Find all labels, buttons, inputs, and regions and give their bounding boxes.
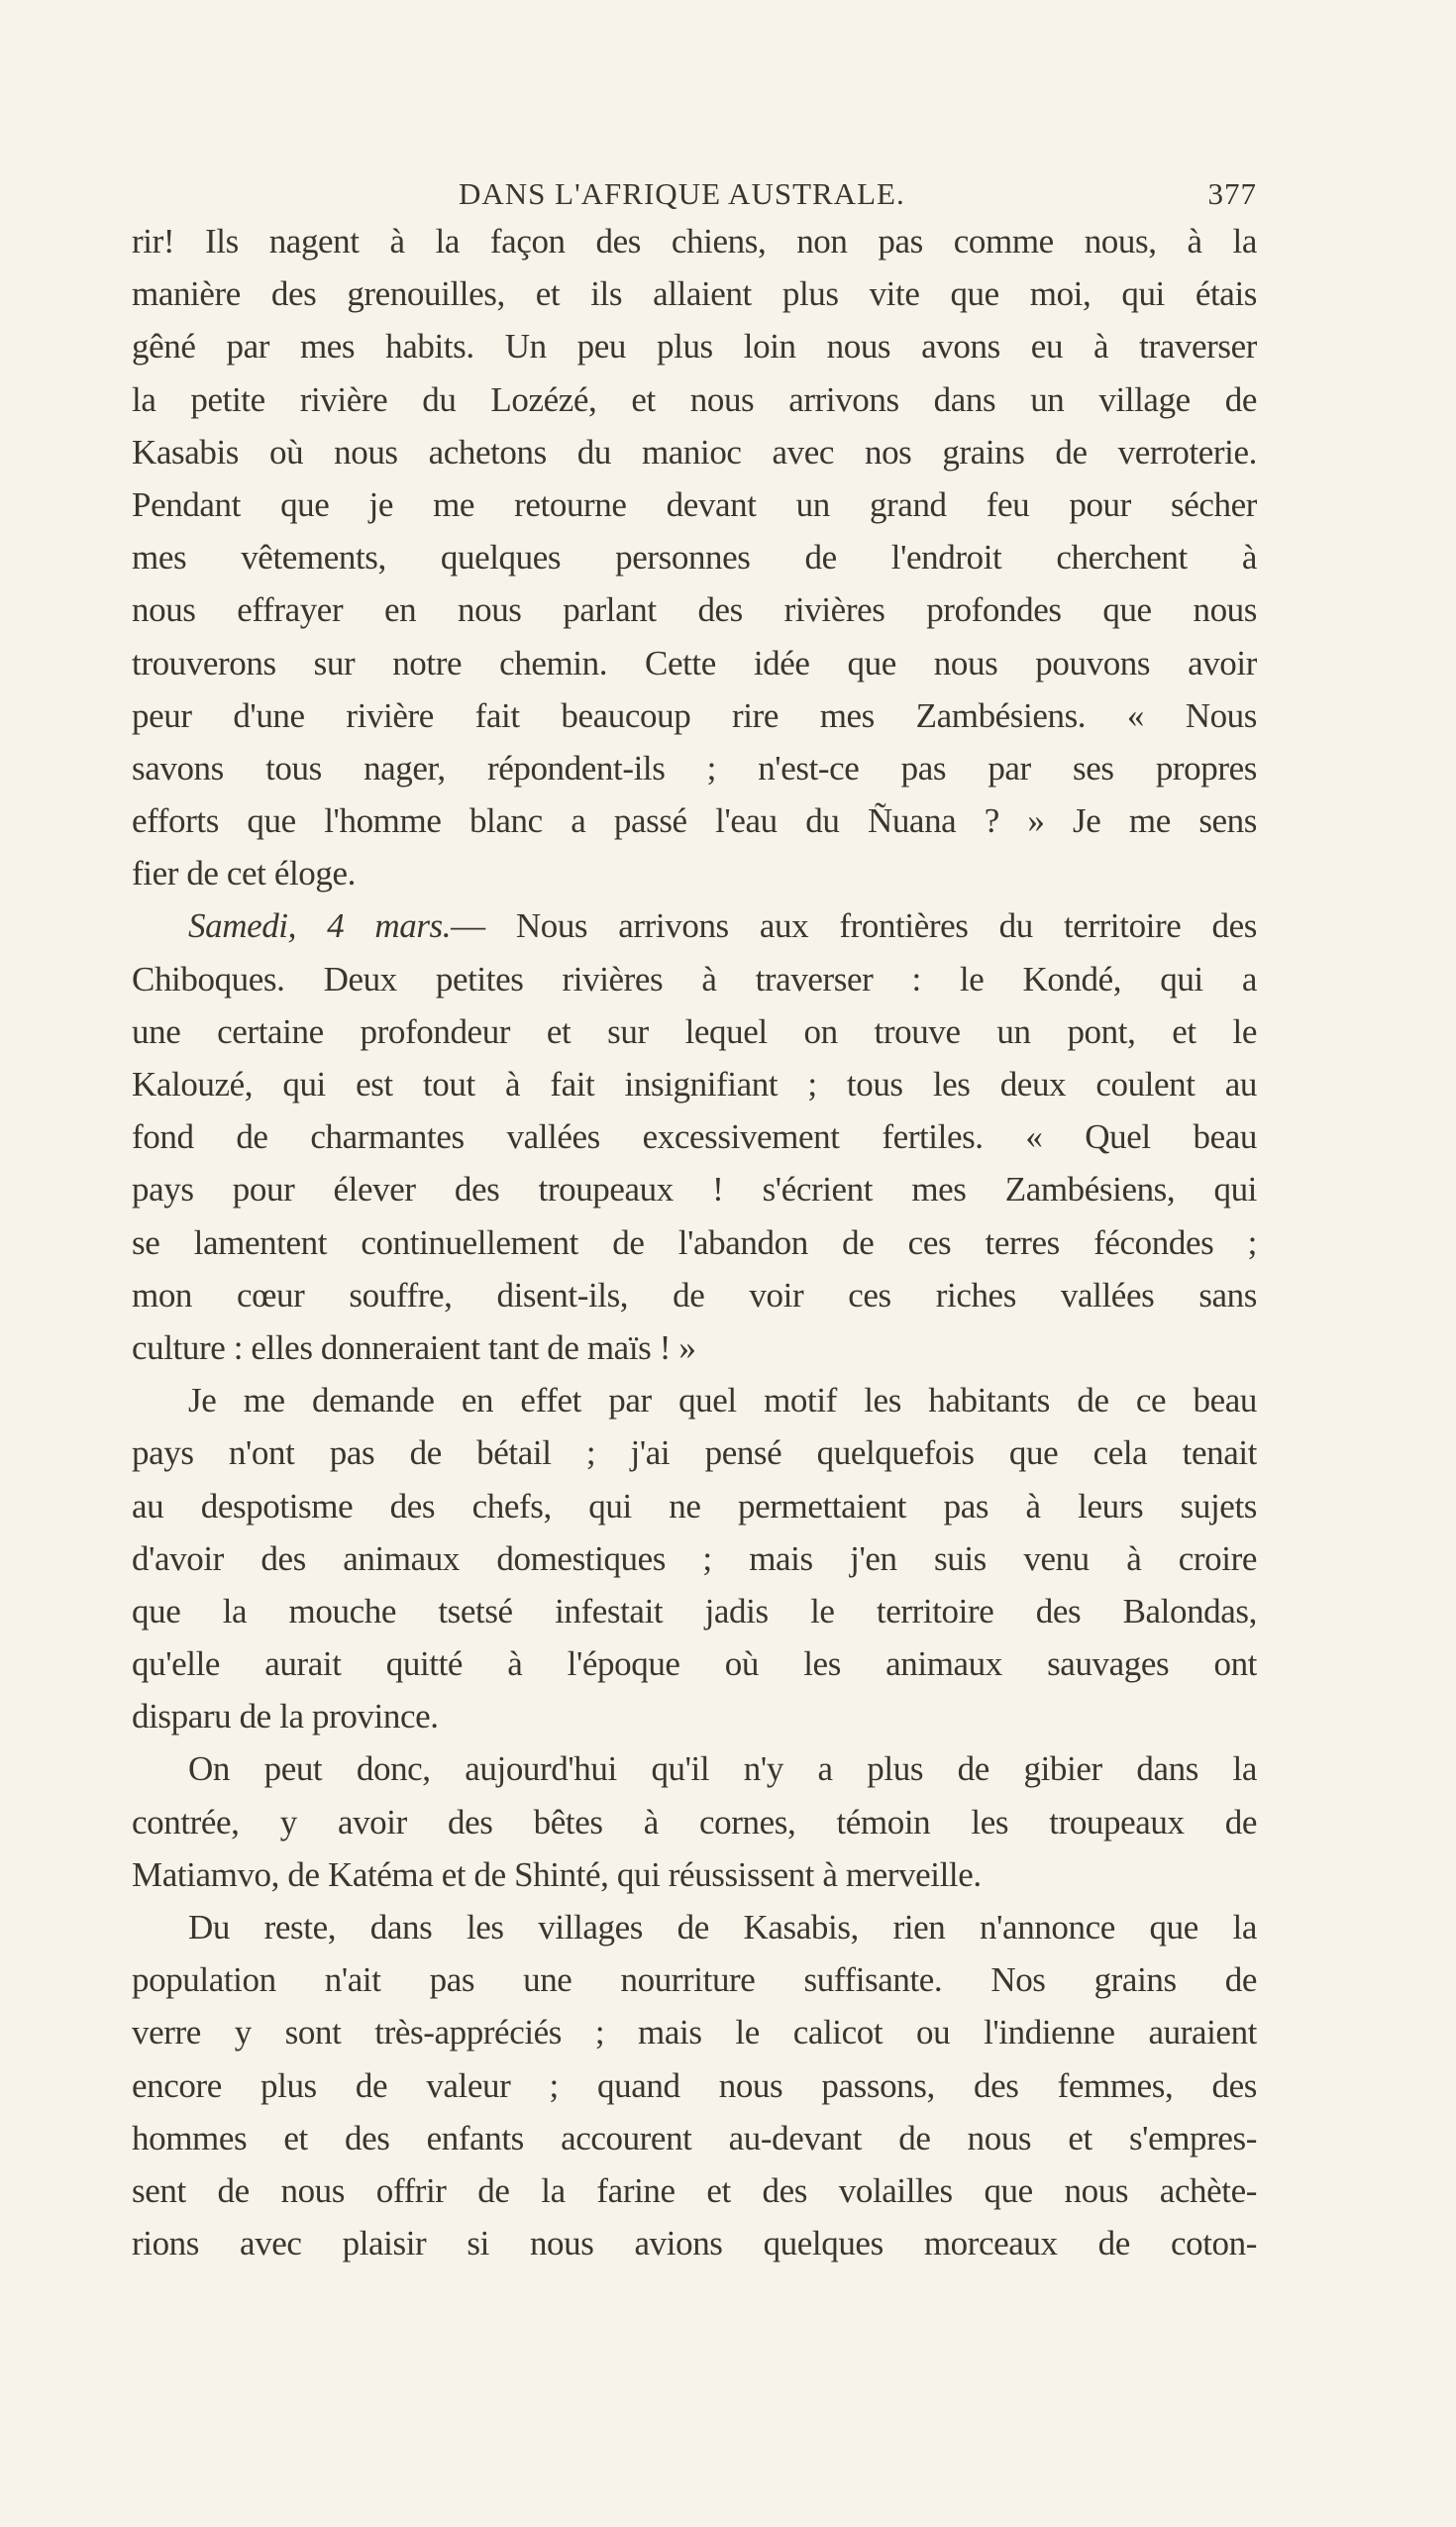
line-text: rir! Ils nagent à la façon des chiens, non pas comme nous, à la bbox=[132, 222, 1257, 261]
line-text: Kasabis où nous achetons du manioc avec nos grains de verroterie. bbox=[132, 432, 1257, 472]
line-text: trouverons sur notre chemin. Cette idée que nous pouvons avoir bbox=[132, 643, 1257, 683]
line-text: Du reste, dans les villages de Kasabis, rien n'annonce que la bbox=[188, 1908, 1257, 1947]
line-text: mon cœur souffre, disent-ils, de voir ces riches vallées sans bbox=[132, 1275, 1257, 1315]
line-text: rions avec plaisir si nous avions quelques morceaux de coton- bbox=[132, 2224, 1257, 2264]
text-line bbox=[132, 742, 1257, 794]
text-line bbox=[132, 794, 1257, 847]
line-text: peur d'une rivière fait beaucoup rire mes Zambésiens. « Nous bbox=[132, 695, 1257, 735]
text-line bbox=[132, 1426, 1257, 1479]
line-text: manière des grenouilles, et ils allaient plus vite que moi, qui étais bbox=[132, 274, 1257, 314]
text-line bbox=[132, 1796, 1257, 1848]
line-text: On peut donc, aujourd'hui qu'il n'y a plus de gibier dans la bbox=[188, 1749, 1257, 1789]
line-text: nous effrayer en nous parlant des rivières profondes que nous bbox=[132, 590, 1257, 630]
text-line bbox=[132, 637, 1257, 689]
line-text: Pendant que je me retourne devant un grand feu pour sécher bbox=[132, 484, 1257, 524]
line-text: Matiamvo, de Katéma et de Shinté, qui réussissent à merveille. bbox=[132, 1854, 982, 1894]
line-text: — Nous arrivons aux frontières du territoire des bbox=[451, 906, 1257, 946]
line-text: d'avoir des animaux domestiques ; mais j'en suis venu à croire bbox=[132, 1538, 1257, 1578]
line-text: la petite rivière du Lozézé, et nous arrivons dans un village de bbox=[132, 379, 1257, 419]
text-line bbox=[132, 478, 1257, 531]
text-line bbox=[132, 1953, 1257, 2006]
text-line bbox=[132, 899, 1257, 952]
line-text: mes vêtements, quelques personnes de l'endroit cherchent à bbox=[132, 538, 1257, 578]
line-text: pays pour élever des troupeaux ! s'écrient mes Zambésiens, qui bbox=[132, 1170, 1257, 1210]
line-text: Je me demande en effet par quel motif les habitants de ce beau bbox=[188, 1381, 1257, 1421]
running-title: DANS L'AFRIQUE AUSTRALE. bbox=[459, 176, 905, 211]
line-text: culture : elles donneraient tant de maïs ! » bbox=[132, 1327, 696, 1367]
text-line bbox=[132, 1269, 1257, 1321]
text-line bbox=[132, 1321, 1257, 1374]
text-line bbox=[132, 1374, 1257, 1426]
text-line bbox=[132, 1480, 1257, 1532]
text-line bbox=[132, 689, 1257, 742]
line-text: se lamentent continuellement de l'abandon de ces terres fécondes ; bbox=[132, 1222, 1257, 1262]
text-line bbox=[132, 1216, 1257, 1269]
line-text: fond de charmantes vallées excessivement fertiles. « Quel beau bbox=[132, 1117, 1257, 1157]
text-line bbox=[132, 1585, 1257, 1637]
text-line bbox=[132, 1163, 1257, 1215]
line-text: verre y sont très-appréciés ; mais le calicot ou l'indienne auraient bbox=[132, 2013, 1257, 2053]
line-text: Chiboques. Deux petites rivières à traverser : le Kondé, qui a bbox=[132, 959, 1257, 999]
text-line bbox=[132, 2112, 1257, 2164]
line-text: population n'ait pas une nourriture suffisante. Nos grains de bbox=[132, 1960, 1257, 2000]
line-text: fier de cet éloge. bbox=[132, 854, 356, 894]
text-line bbox=[132, 583, 1257, 636]
line-text: Kalouzé, qui est tout à fait insignifiant ; tous les deux coulent au bbox=[132, 1065, 1257, 1104]
line-text: savons tous nager, répondent-ils ; n'est-ce pas par ses propres bbox=[132, 748, 1257, 788]
text-line bbox=[132, 426, 1257, 478]
line-text: que la mouche tsetsé infestait jadis le territoire des Balondas, bbox=[132, 1591, 1257, 1631]
line-text: sent de nous offrir de la farine et des volailles que nous achète- bbox=[132, 2170, 1257, 2210]
line-text: qu'elle aurait quitté à l'époque où les animaux sauvages ont bbox=[132, 1644, 1257, 1684]
line-text: pays n'ont pas de bétail ; j'ai pensé quelquefois que cela tenait bbox=[132, 1433, 1257, 1473]
text-line bbox=[132, 2006, 1257, 2058]
line-text: contrée, y avoir des bêtes à cornes, témoin les troupeaux de bbox=[132, 1802, 1257, 1842]
text-line bbox=[132, 267, 1257, 320]
date-heading: Samedi, 4 mars. bbox=[188, 906, 452, 946]
text-line bbox=[132, 320, 1257, 372]
text-line bbox=[132, 215, 1257, 267]
line-text: une certaine profondeur et sur lequel on trouve un pont, et le bbox=[132, 1011, 1257, 1051]
text-line bbox=[132, 847, 1257, 899]
text-line bbox=[132, 1637, 1257, 1690]
text-line bbox=[132, 531, 1257, 583]
line-text: hommes et des enfants accourent au-devant de nous et s'empres- bbox=[132, 2118, 1257, 2158]
page-number: 377 bbox=[1207, 176, 1257, 211]
line-text: efforts que l'homme blanc a passé l'eau du Ñuana ? » Je me sens bbox=[132, 801, 1257, 841]
line-text: gêné par mes habits. Un peu plus loin nous avons eu à traverser bbox=[132, 327, 1257, 367]
body-text bbox=[132, 215, 1257, 2269]
text-line bbox=[132, 1058, 1257, 1110]
text-line bbox=[132, 1848, 1257, 1901]
text-line bbox=[132, 373, 1257, 426]
text-line bbox=[132, 953, 1257, 1005]
running-header bbox=[132, 176, 1257, 220]
line-text: encore plus de valeur ; quand nous passons, des femmes, des bbox=[132, 2065, 1257, 2105]
line-text: au despotisme des chefs, qui ne permettaient pas à leurs sujets bbox=[132, 1486, 1257, 1526]
text-line bbox=[132, 2164, 1257, 2217]
text-line bbox=[132, 1690, 1257, 1742]
text-line bbox=[132, 1742, 1257, 1795]
text-line bbox=[132, 1532, 1257, 1585]
text-line bbox=[132, 2217, 1257, 2269]
line-text: disparu de la province. bbox=[132, 1697, 439, 1737]
text-line bbox=[132, 1901, 1257, 1953]
text-line bbox=[132, 1110, 1257, 1163]
text-line bbox=[132, 1005, 1257, 1058]
text-line bbox=[132, 2059, 1257, 2112]
